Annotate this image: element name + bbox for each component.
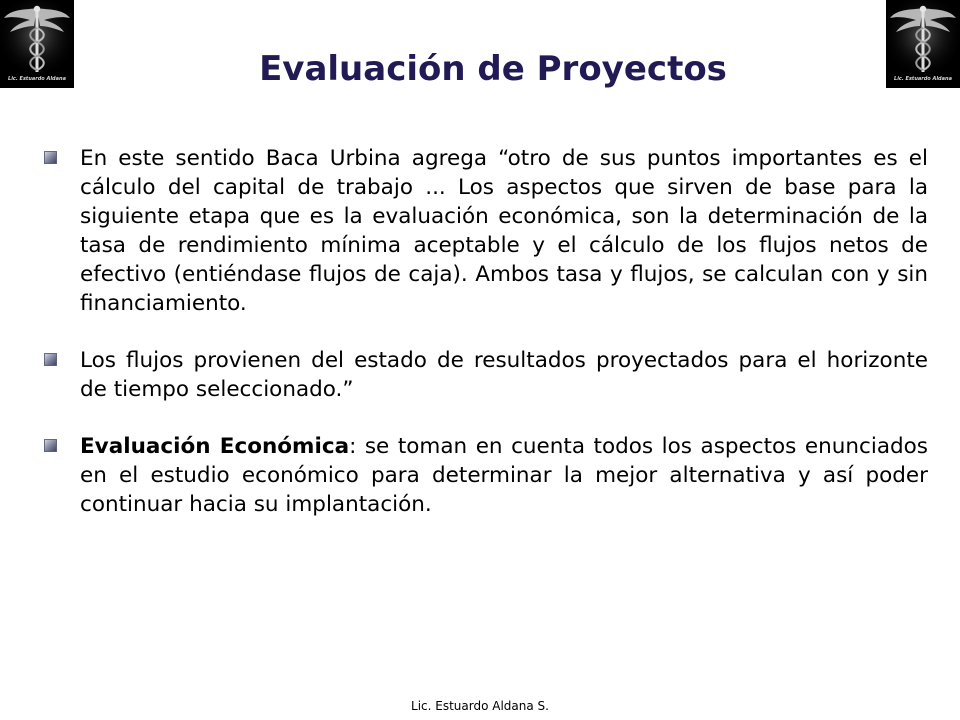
bullet-text — [80, 432, 928, 519]
logo-caption: Lic. Estuardo Aldana — [894, 76, 952, 82]
bullet-text-rest: : se toman en cuenta todos los aspectos enunciados en el estudio económico para determinar la mejor alternativa y así poder continuar hacia su implantación. — [80, 434, 928, 517]
bullet-text: En este sentido Baca Urbina agrega “otro de sus puntos importantes es el cálculo del capital de trabajo ... Los aspectos que sirven de base para la siguiente etapa que es la evaluación económica, son la determinación de la tasa de rendimiento mínima aceptable y el cálculo de los flujos netos de efectivo (entiéndase flujos de caja). Ambos tasa y flujos, se calculan con y sin financiamiento. — [80, 146, 928, 316]
square-bullet-icon — [44, 353, 57, 366]
logo-caption: Lic. Estuardo Aldana — [8, 76, 66, 82]
bullet-item — [44, 346, 928, 404]
slide-content — [44, 144, 928, 547]
bullet-text: Los flujos provienen del estado de resultados proyectados para el horizonte de tiempo seleccionado.” — [80, 348, 928, 402]
footer-author: Lic. Estuardo Aldana S. — [411, 699, 549, 713]
bullet-bold-lead: Evaluación Económica — [80, 434, 350, 459]
square-bullet-icon — [44, 151, 57, 164]
page-title: Evaluación de Proyectos — [259, 49, 727, 89]
bullet-item — [44, 144, 928, 318]
bullet-item — [44, 432, 928, 519]
square-bullet-icon — [44, 439, 57, 452]
